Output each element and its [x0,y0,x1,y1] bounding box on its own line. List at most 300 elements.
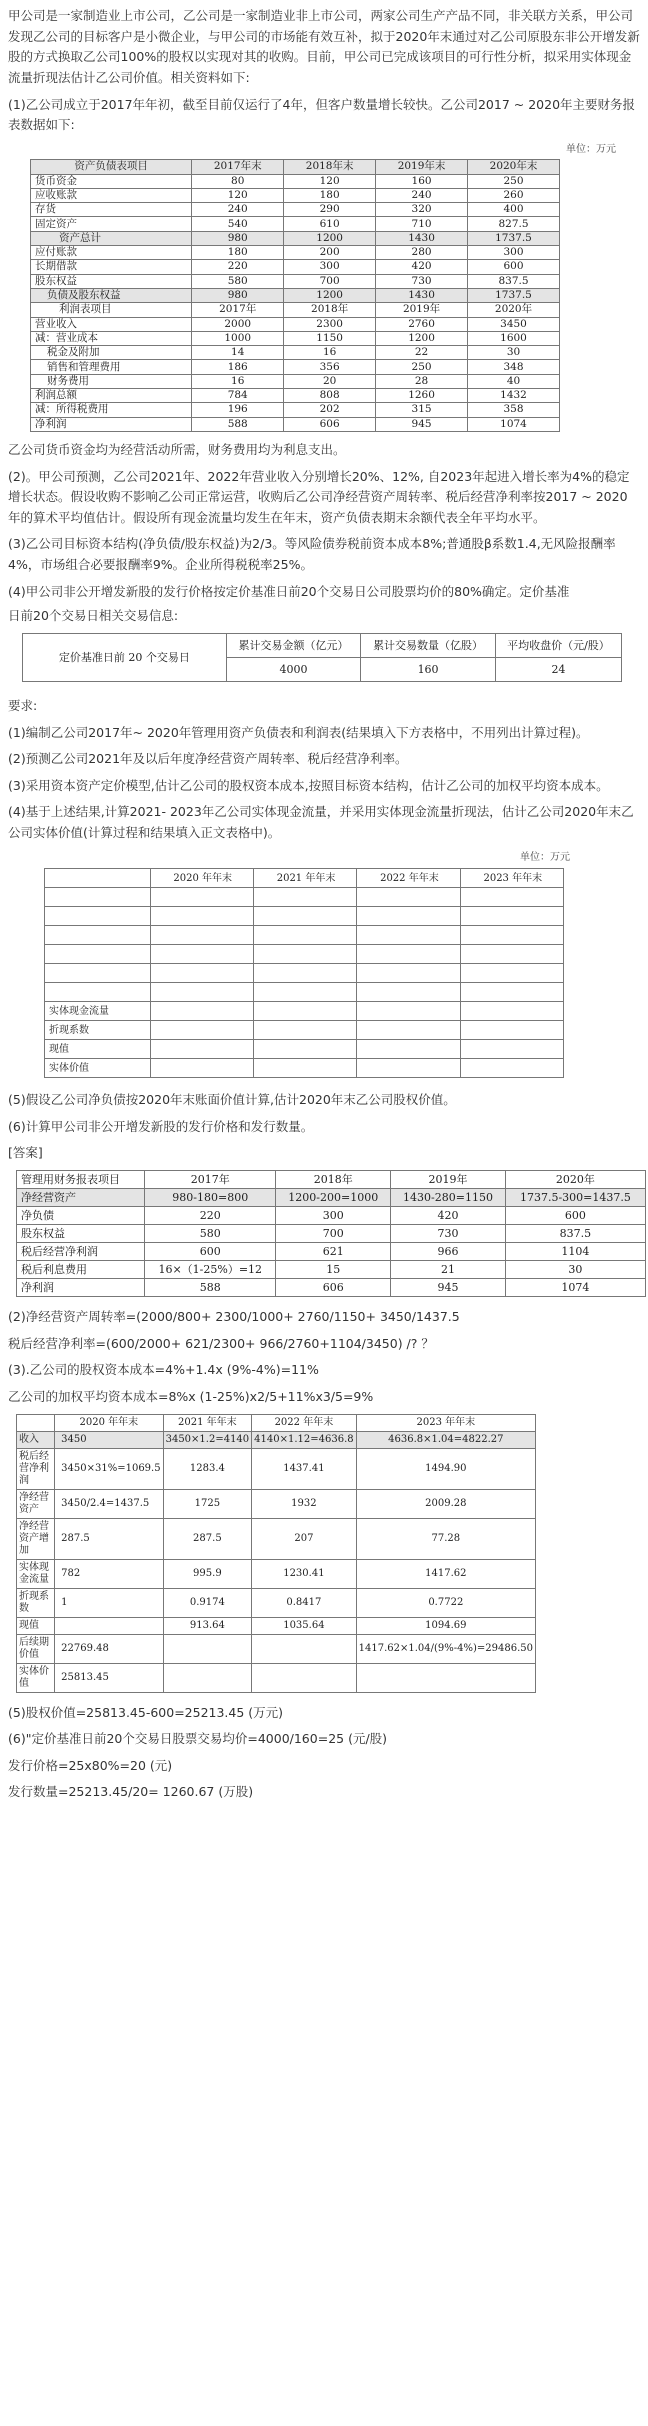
table-cell: 2000 [192,317,284,331]
table-row [45,907,564,926]
table-cell: 净利润 [17,1279,145,1297]
table-row [45,1002,564,1021]
table-cell: 1200 [376,331,468,345]
table-cell: 长期借款 [31,260,192,274]
table-cell: 300 [468,246,560,260]
table-cell: 220 [192,260,284,274]
table-cell [45,907,151,926]
table-cell: 400 [468,203,560,217]
table-cell: 后续期价值 [17,1634,55,1663]
table-cell: 减：所得税费用 [31,403,192,417]
table-row [45,926,564,945]
table-cell: 应付账款 [31,246,192,260]
table-cell: 1417.62 [356,1559,535,1588]
table-cell: 2020年 [468,303,560,317]
table-row [31,331,560,345]
table-cell: 1600 [468,331,560,345]
table-cell [460,964,563,983]
table-row [31,417,560,431]
table-cell: 196 [192,403,284,417]
table-cell: 200 [284,246,376,260]
table-cell: 1737.5 [468,288,560,302]
table-cell: 15 [276,1261,391,1279]
table-cell: 2020年 [505,1171,645,1189]
table-row [17,1617,536,1634]
table-cell [356,1663,535,1692]
table-cell: 2023 年年末 [356,1414,535,1431]
requirement-5: (5)假设乙公司净负债按2020年末账面价值计算,估计2020年末乙公司股权价值。 [8,1092,456,1108]
table-cell: 20 [284,374,376,388]
table-cell: 580 [192,274,284,288]
table-cell: 应收账款 [31,188,192,202]
table-cell: 290 [284,203,376,217]
table-cell: 250 [376,360,468,374]
table-cell: 1260 [376,389,468,403]
table-cell [357,926,460,945]
requirements-title: 要求: [8,697,38,713]
table-cell: 2018年 [284,303,376,317]
table-cell: 累计交易金额（亿元） [226,633,361,657]
table-cell [253,907,356,926]
table-cell: 资产总计 [31,231,192,245]
table-cell [45,926,151,945]
table-cell [460,1040,563,1059]
table-cell: 300 [284,260,376,274]
table-cell [45,945,151,964]
table-cell: 80 [192,174,284,188]
table-cell: 25813.45 [55,1663,163,1692]
table-cell: 1074 [468,417,560,431]
table-cell: 1035.64 [252,1617,356,1634]
table-cell: 实体价值 [45,1059,151,1078]
answer-3a: (3).乙公司的股权资本成本=4%+1.4x (9%-4%)=11% [8,1362,319,1378]
table-cell [253,1040,356,1059]
answer-label: [答案] [8,1145,43,1161]
table-cell: 420 [376,260,468,274]
table-cell [150,983,253,1002]
table-row [31,188,560,202]
table-row [17,1588,536,1617]
requirement-4: (4)基于上述结果,计算2021- 2023年乙公司实体现金流量，并采用实体现金流量折现法，估计乙公司2020年末乙公司实体价值(计算过程和结果填入正文表格中)。 [8,804,634,841]
table-cell [253,1059,356,1078]
table-row [45,964,564,983]
table-cell [45,869,151,888]
table-cell [253,1002,356,1021]
table-cell: 30 [505,1261,645,1279]
table-cell: 3450×1.2=4140 [163,1431,252,1448]
table-cell: 1104 [505,1243,645,1261]
table-cell: 160 [376,174,468,188]
table-row [31,217,560,231]
table-cell: 588 [192,417,284,431]
table-cell: 财务费用 [31,374,192,388]
table-row [17,1559,536,1588]
table-row [31,274,560,288]
table-cell: 358 [468,403,560,417]
table-cell: 160 [361,657,496,681]
table-cell: 累计交易数量（亿股） [361,633,496,657]
table-cell: 945 [391,1279,506,1297]
table-cell [460,888,563,907]
table-cell: 2760 [376,317,468,331]
table-cell: 16 [284,346,376,360]
table-cell: 808 [284,389,376,403]
item-2: (2)。甲公司预测，乙公司2021年、2022年营业收入分别增长20%、12%, 自2023年起进入增长率为4%的稳定增长状态。假设收购不影响乙公司正常运营，收购后乙公司净经营资产周转率、税后经营净利率按2017 ~ 2020年的算术平均值估计。假设所有现金流量均发生在年末，资产负债表期末余额代表全年平均水平。 [8,468,630,525]
table-cell [460,1059,563,1078]
table-cell: 1725 [163,1489,252,1518]
table-cell: 2022 年年末 [252,1414,356,1431]
table-cell: 202 [284,403,376,417]
table-cell: 营业收入 [31,317,192,331]
table-cell: 2019年 [391,1171,506,1189]
table-cell: 1737.5-300=1437.5 [505,1189,645,1207]
table-row [31,374,560,388]
answer-3b: 乙公司的加权平均资本成本=8%x (1-25%)x2/5+11%x3/5=9% [8,1388,374,1404]
table-cell [357,907,460,926]
table-cell: 实体价值 [17,1663,55,1692]
table-cell: 2019年末 [376,160,468,174]
table-row [31,160,560,174]
table-row [45,1040,564,1059]
table-cell: 税金及附加 [31,346,192,360]
table-cell: 600 [468,260,560,274]
table-cell: 1430 [376,231,468,245]
table-cell [150,945,253,964]
table-cell: 260 [468,188,560,202]
table-cell: 220 [145,1207,276,1225]
table-row [17,1431,536,1448]
table-cell: 资产负债表项目 [31,160,192,174]
item-3: (3)乙公司目标资本结构(净负债/股东权益)为2/3。等风险债券税前资本成本8%;普通股β系数1.4,无风险报酬率4%，市场组合必要报酬率9%。企业所得税税率25%。 [8,536,616,573]
unit-label: 单位：万元 [566,143,616,155]
table-cell: 1417.62×1.04/(9%-4%)=29486.50 [356,1634,535,1663]
table-cell: 利润表项目 [31,303,192,317]
answer-2b: 税后经营净利率=(600/2000+ 621/2300+ 966/2760+1104/3450) /? ？ [8,1335,434,1351]
table-row [31,203,560,217]
table-row [17,1261,646,1279]
table-cell: 1432 [468,389,560,403]
table-cell: 1 [55,1588,163,1617]
table-cell: 2022 年年末 [357,869,460,888]
answer-6a: (6)"定价基准日前20个交易日股票交易均价=4000/160=25 (元/股) [8,1731,388,1747]
table-cell [460,945,563,964]
table-cell [45,888,151,907]
table-cell: 207 [252,1518,356,1559]
table-cell: 1430-280=1150 [391,1189,506,1207]
table-row [23,633,622,657]
requirement-6: (6)计算甲公司非公开增发新股的发行价格和发行数量。 [8,1118,314,1134]
table-cell: 980 [192,288,284,302]
table-cell [150,1059,253,1078]
table-cell: 730 [391,1225,506,1243]
table-cell: 3450 [55,1431,163,1448]
table-cell: 120 [192,188,284,202]
table-cell: 280 [376,246,468,260]
table-row [17,1171,646,1189]
table-cell [357,1040,460,1059]
table-cell: 240 [192,203,284,217]
table-row [17,1189,646,1207]
table-cell: 2017年末 [192,160,284,174]
table-cell: 0.8417 [252,1588,356,1617]
table-row [45,983,564,1002]
table-cell: 700 [276,1225,391,1243]
table-cell: 2019年 [376,303,468,317]
table-row [31,389,560,403]
item-1: (1)乙公司成立于2017年年初，截至目前仅运行了4年，但客户数量增长较快。乙公司2017 ~ 2020年主要财务报表数据如下: [8,96,636,133]
table-cell [357,945,460,964]
table-row [45,1021,564,1040]
table-cell [253,926,356,945]
table-row [31,246,560,260]
table-cell: 28 [376,374,468,388]
table-cell: 2020 年年末 [150,869,253,888]
table-cell [45,964,151,983]
requirement-1: (1)编制乙公司2017年~ 2020年管理用资产负债表和利润表(结果填入下方表格中，不用列出计算过程)。 [8,724,589,740]
table-cell: 600 [505,1207,645,1225]
table-cell: 2018年末 [284,160,376,174]
table-cell [55,1617,163,1634]
table-cell [150,1040,253,1059]
table-row [17,1207,646,1225]
table-cell: 2017年 [145,1171,276,1189]
table-cell: 1932 [252,1489,356,1518]
answer-6b: 发行价格=25x80%=20 (元) [8,1757,173,1773]
table-row [17,1634,536,1663]
table-cell: 186 [192,360,284,374]
table-row [45,945,564,964]
table-cell [45,983,151,1002]
table-cell: 1094.69 [356,1617,535,1634]
table-cell: 股东权益 [31,274,192,288]
table-cell: 利润总额 [31,389,192,403]
table-cell: 税后利息费用 [17,1261,145,1279]
table-row [17,1225,646,1243]
table-cell: 1494.90 [356,1448,535,1489]
table-cell [357,964,460,983]
table-cell: 30 [468,346,560,360]
table-cell [163,1634,252,1663]
table-cell: 621 [276,1243,391,1261]
table-cell: 0.9174 [163,1588,252,1617]
table-cell: 580 [145,1225,276,1243]
item-4: (4)甲公司非公开增发新股的发行价格按定价基准日前20个交易日公司股票均价的80%确定。定价基准 [8,583,570,599]
table-cell: 610 [284,217,376,231]
table-cell: 588 [145,1279,276,1297]
table-cell: 2023 年年末 [460,869,563,888]
table-cell: 减：营业成本 [31,331,192,345]
table-cell: 540 [192,217,284,231]
table-cell: 966 [391,1243,506,1261]
note-1: 乙公司货币资金均为经营活动所需，财务费用均为利息支出。 [8,441,346,457]
table-cell: 21 [391,1261,506,1279]
table-cell [357,1021,460,1040]
table-cell: 实体现金流量 [45,1002,151,1021]
table-cell: 净利润 [31,417,192,431]
table-cell [460,907,563,926]
table-cell [150,888,253,907]
table-cell: 折现系数 [17,1588,55,1617]
table-cell [460,926,563,945]
table-cell [357,983,460,1002]
table-cell [150,1021,253,1040]
table-cell: 1000 [192,331,284,345]
table-cell [253,964,356,983]
table-row [17,1489,536,1518]
table-cell: 2021 年年末 [253,869,356,888]
table-cell: 16×（1-25%）=12 [145,1261,276,1279]
table-cell: 折现系数 [45,1021,151,1040]
blank-valuation-table [44,868,564,1078]
table-row [17,1243,646,1261]
table-cell: 管理用财务报表项目 [17,1171,145,1189]
table-cell: 606 [284,417,376,431]
table-cell: 180 [284,188,376,202]
table-row [17,1518,536,1559]
table-cell [150,907,253,926]
table-row [31,317,560,331]
table-cell: 税后经营净利润 [17,1243,145,1261]
answer-6c: 发行数量=25213.45/20= 1260.67 (万股) [8,1784,254,1800]
table-cell [253,945,356,964]
table-cell: 16 [192,374,284,388]
table-cell: 287.5 [163,1518,252,1559]
table-cell: 980 [192,231,284,245]
table-cell: 1430 [376,288,468,302]
table-cell: 4140×1.12=4636.8 [252,1431,356,1448]
table-cell [460,983,563,1002]
table-cell: 净经营资产增加 [17,1518,55,1559]
table-cell: 913.64 [163,1617,252,1634]
requirement-3: (3)采用资本资产定价模型,估计乙公司的股权资本成本,按照目标资本结构，估计乙公司的加权平均资本成本。 [8,777,609,793]
table-cell: 250 [468,174,560,188]
table-cell: 837.5 [505,1225,645,1243]
table-cell: 300 [276,1207,391,1225]
table-cell [460,1021,563,1040]
table-cell [17,1414,55,1431]
table-cell: 980-180=800 [145,1189,276,1207]
table-cell: 2017年 [192,303,284,317]
table-row [31,360,560,374]
table-row [31,403,560,417]
table-cell [150,964,253,983]
table-cell: 平均收盘价（元/股） [495,633,621,657]
table-cell: 40 [468,374,560,388]
table-cell: 2021 年年末 [163,1414,252,1431]
table-cell: 356 [284,360,376,374]
table-cell: 销售和管理费用 [31,360,192,374]
item-4b: 日前20个交易日相关交易信息: [8,608,179,624]
table-cell: 4000 [226,657,361,681]
table-cell: 180 [192,246,284,260]
table-row [45,1059,564,1078]
financial-statements-table [30,159,560,432]
table-cell: 782 [55,1559,163,1588]
table-cell: 1737.5 [468,231,560,245]
table-cell [357,888,460,907]
unit-label-2: 单位：万元 [520,851,570,863]
table-cell: 3450/2.4=1437.5 [55,1489,163,1518]
table-cell: 现值 [45,1040,151,1059]
table-row [17,1663,536,1692]
table-cell: 1283.4 [163,1448,252,1489]
table-cell: 收入 [17,1431,55,1448]
table-row [31,288,560,302]
answer-5: (5)股权价值=25813.45-600=25213.45 (万元) [8,1704,284,1720]
table-row [31,346,560,360]
table-cell: 净负债 [17,1207,145,1225]
table-cell: 2018年 [276,1171,391,1189]
table-cell: 14 [192,346,284,360]
table-cell: 1200 [284,288,376,302]
table-cell: 2020 年年末 [55,1414,163,1431]
table-cell: 存货 [31,203,192,217]
table-cell: 2300 [284,317,376,331]
table-cell: 420 [391,1207,506,1225]
cashflow-answer-table [16,1414,536,1693]
table-cell: 315 [376,403,468,417]
table-cell: 固定资产 [31,217,192,231]
table-cell: 827.5 [468,217,560,231]
table-cell: 995.9 [163,1559,252,1588]
table-cell: 784 [192,389,284,403]
table-cell: 287.5 [55,1518,163,1559]
table-cell: 1200 [284,231,376,245]
table-cell [460,1002,563,1021]
table-cell: 负债及股东权益 [31,288,192,302]
answer-2a: (2)净经营资产周转率=(2000/800+ 2300/1000+ 2760/1150+ 3450/1437.5 [8,1309,460,1325]
table-cell: 348 [468,360,560,374]
table-row [31,174,560,188]
table-cell: 77.28 [356,1518,535,1559]
table-cell: 24 [495,657,621,681]
table-cell: 22769.48 [55,1634,163,1663]
table-row [31,303,560,317]
table-cell: 实体现金流量 [17,1559,55,1588]
table-cell [253,1021,356,1040]
table-cell: 净经营资产 [17,1489,55,1518]
intro-paragraph: 甲公司是一家制造业上市公司，乙公司是一家制造业非上市公司，两家公司生产产品不同，非关联方关系，甲公司发现乙公司的目标客户是小微企业，与甲公司的市场能有效互补，拟于2020年末通过对乙公司原股东非公开增发新股的方式换取乙公司100%的股权以实现对其的收购。目前，甲公司已完成该项目的可行性分析，拟采用实体现金流量折现法估计乙公司价值。相关资料如下: [8,8,640,85]
table-cell [252,1663,356,1692]
table-cell [357,1002,460,1021]
table-cell [150,1002,253,1021]
table-cell: 3450×31%=1069.5 [55,1448,163,1489]
table-cell: 600 [145,1243,276,1261]
table-cell: 22 [376,346,468,360]
table-cell [253,983,356,1002]
table-cell: 710 [376,217,468,231]
table-cell: 945 [376,417,468,431]
table-cell [253,888,356,907]
table-cell: 730 [376,274,468,288]
table-cell: 货币资金 [31,174,192,188]
table-cell: 1074 [505,1279,645,1297]
table-cell [252,1634,356,1663]
table-cell [357,1059,460,1078]
table-cell: 1230.41 [252,1559,356,1588]
requirement-2: (2)预测乙公司2021年及以后年度净经营资产周转率、税后经营净利率。 [8,751,408,767]
table-row [31,260,560,274]
table-cell: 4636.8×1.04=4822.27 [356,1431,535,1448]
table-cell: 320 [376,203,468,217]
table-cell: 现值 [17,1617,55,1634]
trading-info-table [22,633,622,682]
table-cell: 股东权益 [17,1225,145,1243]
table-cell: 2009.28 [356,1489,535,1518]
table-cell: 3450 [468,317,560,331]
table-cell: 1150 [284,331,376,345]
table-row [17,1414,536,1431]
